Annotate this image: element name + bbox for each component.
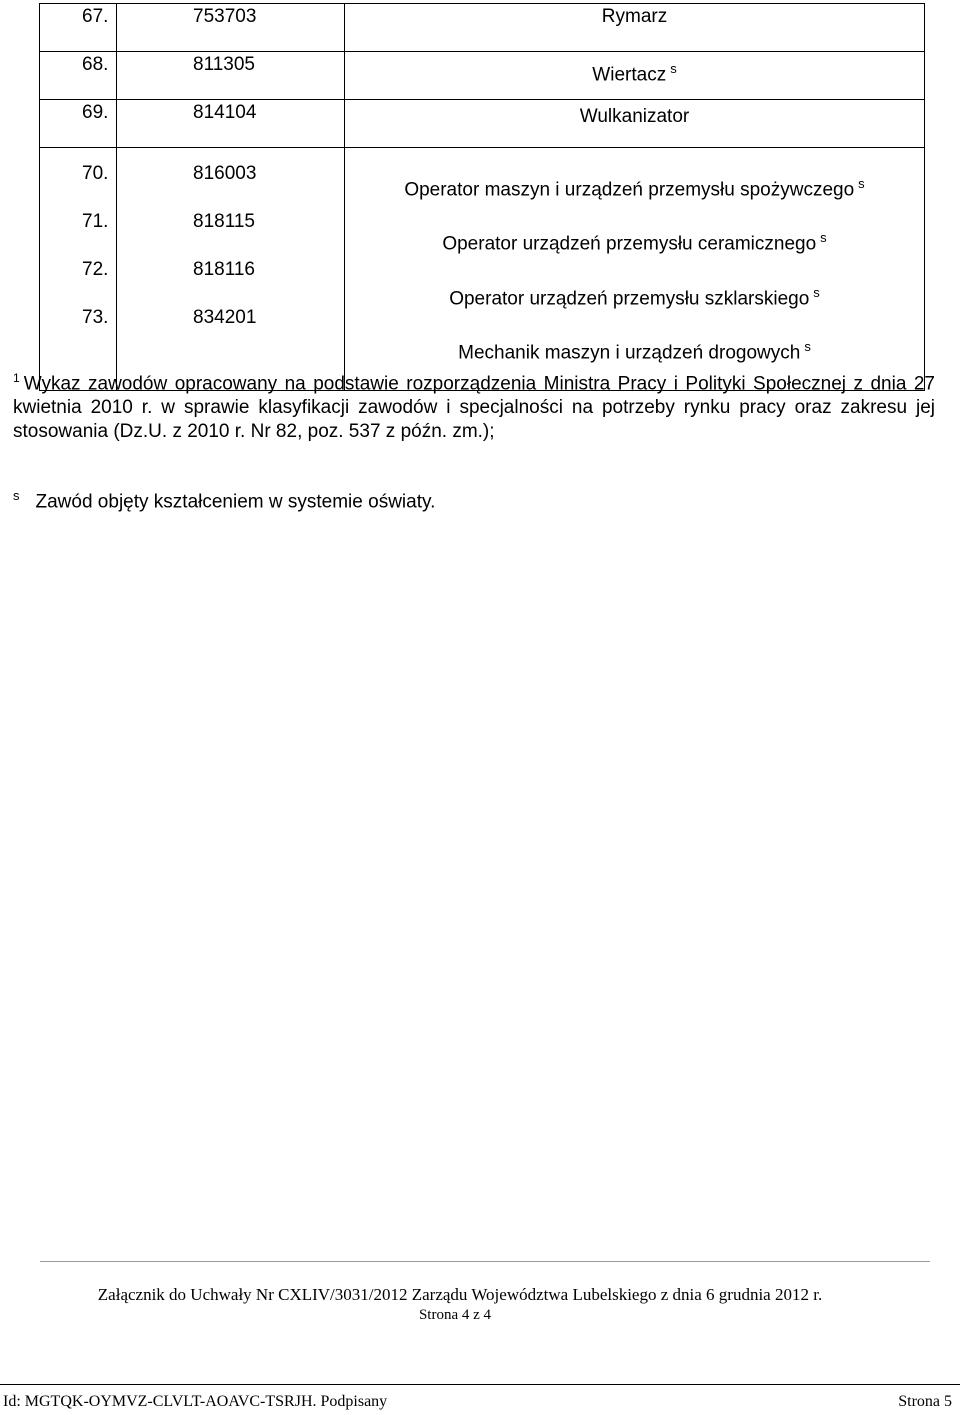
page-number: Strona 5 — [898, 1393, 952, 1410]
occupation-name: Operator urządzeń przemysłu ceramicznego $^s$ — [442, 230, 827, 255]
school-occupation-mark: s — [804, 338, 811, 354]
row-numbers: 70. 71. 72. 73. — [40, 148, 117, 391]
footnote-text: Zawód objęty kształceniem w systemie oświaty. — [35, 491, 436, 513]
footnote-marker: 1 — [13, 371, 20, 385]
occupation-code: 811305 — [117, 52, 345, 100]
footnote-s — [13, 484, 435, 514]
occupation-name: Operator maszyn i urządzeń przemysłu spożywczego $^s$ — [404, 176, 865, 201]
row-number: 69. — [40, 100, 117, 148]
footnote-1 — [13, 366, 935, 444]
occupation-code: 814104 — [117, 100, 345, 148]
annex-title: Załącznik do Uchwały Nr CXLIV/3031/2012 Zarządu Województwa Lubelskiego z dnia 6 grudnia 2012 r. — [97, 1285, 823, 1304]
footnotes — [13, 366, 935, 513]
footer-divider — [40, 1261, 930, 1262]
school-occupation-mark: s — [813, 284, 820, 300]
table-row-group — [40, 148, 925, 391]
row-number: 67. — [40, 4, 117, 52]
occupation-table — [39, 3, 925, 391]
row-number: 68. — [40, 52, 117, 100]
occupation-code: 753703 — [117, 4, 345, 52]
signature-footer — [3, 1393, 952, 1411]
occupation-name: Operator urządzeń przemysłu szklarskiego $^s$ — [449, 284, 820, 309]
footnote-marker: s — [13, 488, 20, 503]
annex-footer — [0, 1285, 960, 1324]
table-row — [40, 52, 925, 100]
school-occupation-mark: s — [820, 230, 827, 246]
table-row — [40, 4, 925, 52]
occupation-name: Wulkanizator — [345, 100, 925, 148]
occupation-name: Mechanik maszyn i urządzeń drogowych $^s$ — [458, 338, 811, 364]
annex-page-number: Strona 4 z 4 — [418, 1307, 492, 1323]
occupation-names — [345, 148, 925, 391]
school-occupation-mark: s — [670, 61, 677, 76]
occupation-codes: 816003 818115 818116 834201 — [117, 148, 345, 391]
table-row — [40, 100, 925, 148]
document-id: Id: MGTQK-OYMVZ-CLVLT-AOAVC-TSRJH. Podpisany — [3, 1393, 388, 1410]
occupation-name: Wiertacz $^s$ — [345, 52, 925, 100]
school-occupation-mark: s — [858, 176, 865, 191]
signature-divider — [0, 1384, 960, 1385]
footnote-text: Wykaz zawodów opracowany na podstawie rozporządzenia Ministra Pracy i Polityki Społecznej z dnia 27 kwietnia 2010 r. w sprawie klasyfikacji zawodów i specjalności na potrzeby rynku pracy oraz zakresu jej stosowania (Dz.U. z 2010 r. Nr 82, poz. 537 z późn. zm.); — [13, 373, 935, 443]
occupation-name: Rymarz — [345, 4, 925, 52]
